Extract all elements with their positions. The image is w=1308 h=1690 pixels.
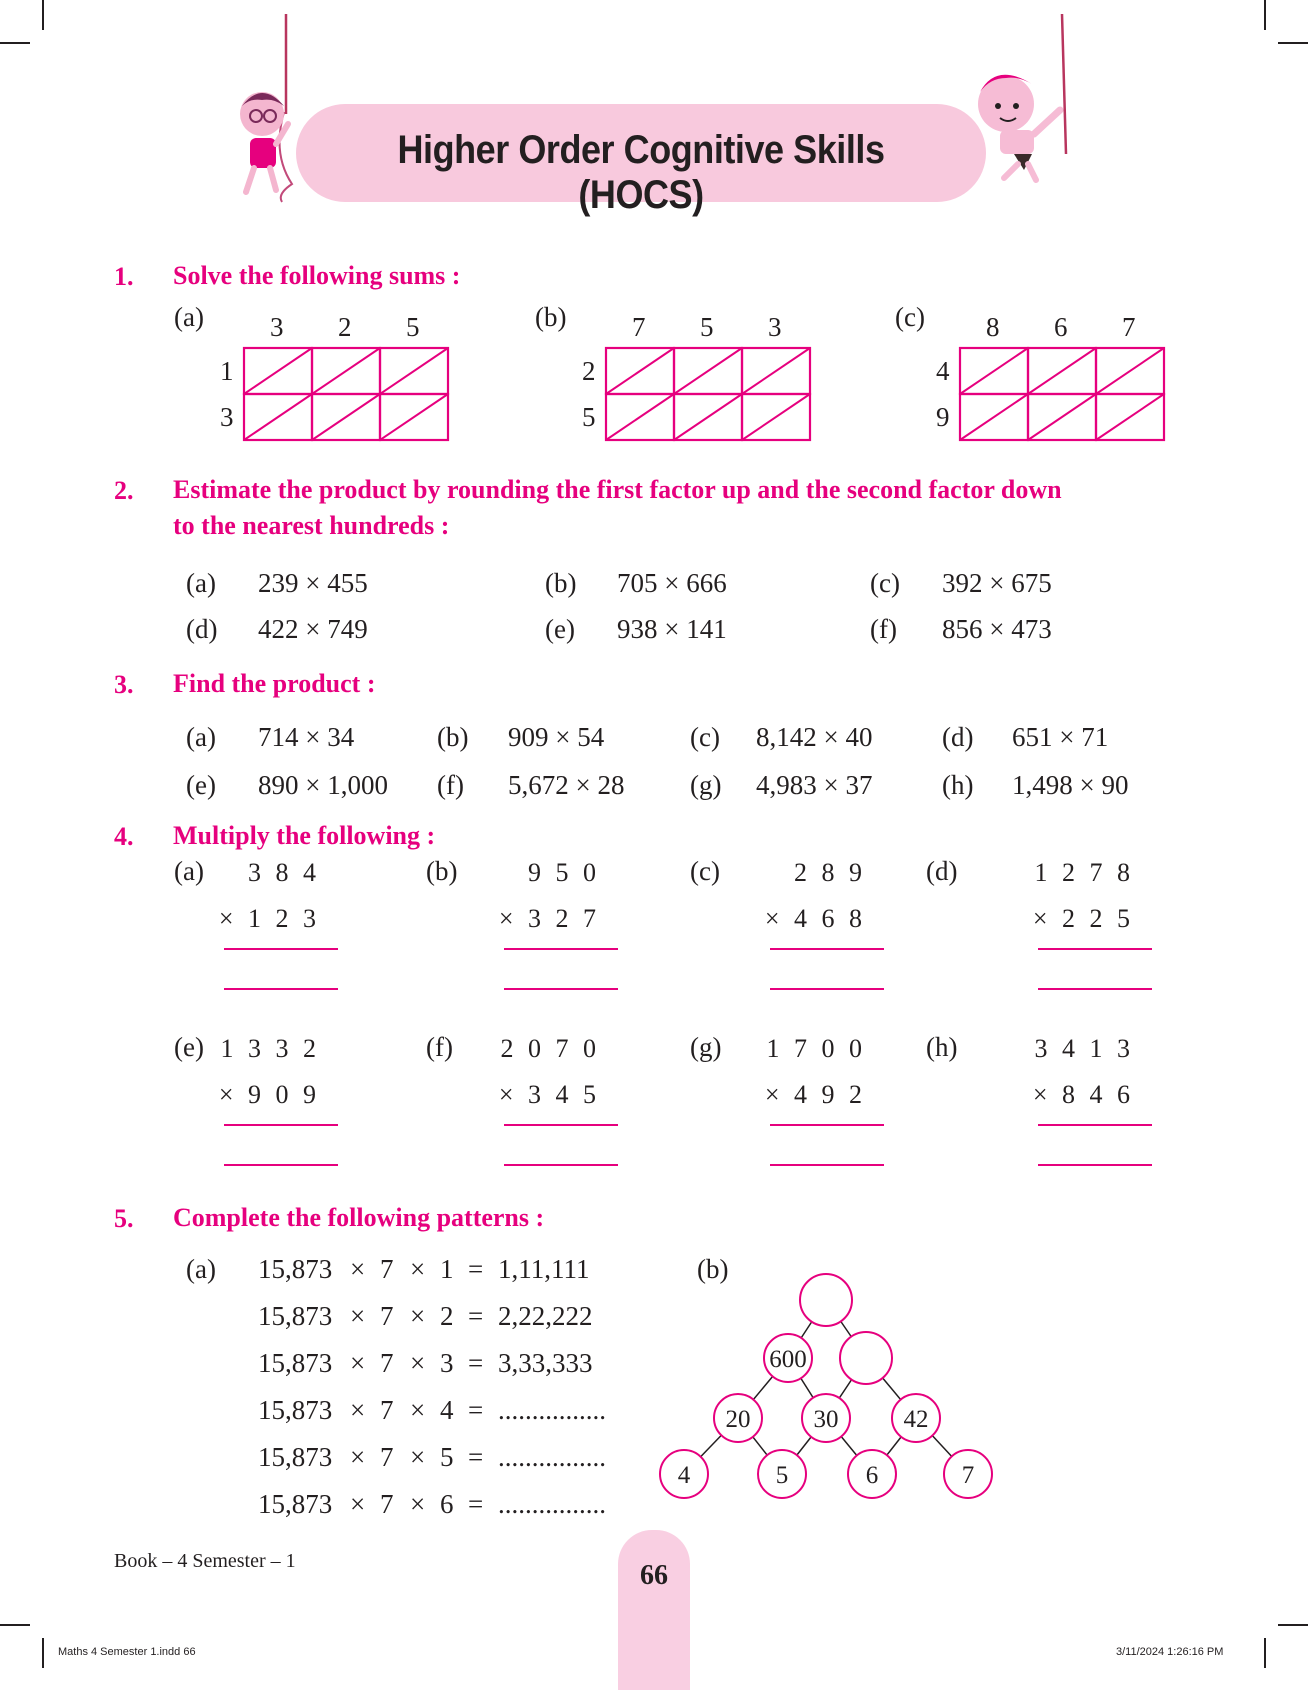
pattern-result: ................ <box>498 1442 606 1472</box>
lattice-diagonal <box>312 348 380 394</box>
question-number-4: 4. <box>114 822 134 851</box>
lattice-side-digit: 4 <box>936 356 950 386</box>
multiplier: × 9 0 9 <box>218 1080 320 1109</box>
times-sign: × <box>350 1301 366 1331</box>
q3-expression: 909 × 54 <box>508 722 605 752</box>
triangle-node <box>800 1274 852 1326</box>
pattern-multiplicand: 15,873 <box>258 1301 333 1331</box>
q2-expression: 392 × 675 <box>942 568 1052 598</box>
answer-line <box>504 1164 618 1166</box>
answer-line <box>224 948 338 950</box>
crop-mark <box>1264 1638 1266 1668</box>
multiplicand: 2 8 9 <box>794 858 866 887</box>
question-4-text: Multiply the following : <box>173 821 436 850</box>
pattern-multiplicand: 15,873 <box>258 1442 333 1472</box>
pattern-multiplicand: 15,873 <box>258 1348 333 1378</box>
crop-mark <box>1278 1624 1308 1626</box>
lattice-top-digit: 8 <box>986 312 1000 342</box>
times-sign: × <box>350 1395 366 1425</box>
question-5-text: Complete the following patterns : <box>173 1203 545 1232</box>
equals-sign: = <box>468 1395 484 1425</box>
lattice-grid <box>958 346 1166 442</box>
crop-mark <box>0 1624 30 1626</box>
pattern-factor: 7 <box>380 1301 394 1331</box>
q3-label: (d) <box>942 722 974 752</box>
lattice-grid <box>242 346 450 442</box>
lattice-diagonal <box>606 394 674 440</box>
lattice-grid <box>604 346 812 442</box>
triangle-node-value: 20 <box>725 1406 751 1433</box>
pattern-multiplicand: 15,873 <box>258 1489 333 1519</box>
file-info: Maths 4 Semester 1.indd 66 <box>58 1646 196 1658</box>
question-3-text: Find the product : <box>173 669 376 698</box>
answer-line <box>224 988 338 990</box>
lattice-diagonal <box>742 394 810 440</box>
times-sign: × <box>410 1489 426 1519</box>
pattern-factor: 7 <box>380 1442 394 1472</box>
q3-label: (b) <box>437 722 469 752</box>
lattice-top-digit: 2 <box>338 312 352 342</box>
pattern-factor: 6 <box>440 1489 454 1519</box>
multiplier: × 3 2 7 <box>498 904 600 933</box>
lattice-top-digit: 7 <box>632 312 646 342</box>
lattice-diagonal <box>606 348 674 394</box>
q4-label: (d) <box>926 856 958 886</box>
triangle-node-value: 7 <box>961 1462 975 1489</box>
answer-line <box>1038 988 1152 990</box>
q3-expression: 651 × 71 <box>1012 722 1109 752</box>
lattice-top-digit: 7 <box>1122 312 1136 342</box>
multiplicand: 3 4 1 3 <box>1034 1034 1134 1063</box>
q4-label: (c) <box>690 856 720 886</box>
pattern-factor: 1 <box>440 1254 454 1284</box>
answer-line <box>1038 948 1152 950</box>
pattern-multiplicand: 15,873 <box>258 1395 333 1425</box>
times-sign: × <box>350 1442 366 1472</box>
pattern-factor: 5 <box>440 1442 454 1472</box>
lattice-diagonal <box>312 394 380 440</box>
lattice-diagonal <box>960 394 1028 440</box>
lattice-diagonal <box>1096 348 1164 394</box>
triangle-node-value: 6 <box>865 1462 879 1489</box>
pattern-result: 2,22,222 <box>498 1301 593 1331</box>
lattice-top-digit: 6 <box>1054 312 1068 342</box>
times-sign: × <box>350 1489 366 1519</box>
answer-line <box>770 948 884 950</box>
crop-mark <box>42 0 44 30</box>
q2-label: (a) <box>186 568 216 598</box>
pattern-result: 1,11,111 <box>498 1254 590 1284</box>
q4-label: (f) <box>426 1032 453 1062</box>
times-sign: × <box>410 1348 426 1378</box>
crop-mark <box>0 42 30 44</box>
q4-label: (h) <box>926 1032 958 1062</box>
q2-expression: 705 × 666 <box>617 568 727 598</box>
pattern-multiplicand: 15,873 <box>258 1254 333 1284</box>
q4-label: (g) <box>690 1032 722 1062</box>
multiplicand: 3 8 4 <box>248 858 320 887</box>
times-sign: × <box>350 1254 366 1284</box>
q3-label: (g) <box>690 770 722 800</box>
lattice-top-digit: 3 <box>768 312 782 342</box>
times-sign: × <box>410 1301 426 1331</box>
q3-expression: 8,142 × 40 <box>756 722 873 752</box>
q3-label: (c) <box>690 722 720 752</box>
multiplicand: 9 5 0 <box>528 858 600 887</box>
pattern-factor: 7 <box>380 1489 394 1519</box>
boy-swinging-illustration <box>974 14 1070 184</box>
crop-mark <box>1264 0 1266 30</box>
times-sign: × <box>410 1395 426 1425</box>
multiplier: × 2 2 5 <box>1032 904 1134 933</box>
question-number-3: 3. <box>114 670 134 699</box>
multiplier: × 1 2 3 <box>218 904 320 933</box>
lattice-diagonal <box>244 394 312 440</box>
q1-label: (c) <box>895 302 925 332</box>
q2-expression: 856 × 473 <box>942 614 1052 644</box>
lattice-top-digit: 5 <box>700 312 714 342</box>
lattice-diagonal <box>1096 394 1164 440</box>
lattice-diagonal <box>674 348 742 394</box>
book-label: Book – 4 Semester – 1 <box>114 1550 296 1572</box>
triangle-node-value: 42 <box>903 1406 929 1433</box>
equals-sign: = <box>468 1348 484 1378</box>
times-sign: × <box>350 1348 366 1378</box>
times-sign: × <box>410 1254 426 1284</box>
equals-sign: = <box>468 1489 484 1519</box>
pattern-result: 3,33,333 <box>498 1348 593 1378</box>
times-sign: × <box>410 1442 426 1472</box>
q3-label: (e) <box>186 770 216 800</box>
pattern-factor: 2 <box>440 1301 454 1331</box>
q3-expression: 714 × 34 <box>258 722 355 752</box>
q2-label: (d) <box>186 614 218 644</box>
answer-line <box>504 988 618 990</box>
lattice-diagonal <box>380 394 448 440</box>
answer-line <box>1038 1164 1152 1166</box>
q3-expression: 5,672 × 28 <box>508 770 625 800</box>
page-title: Higher Order Cognitive Skills (HOCS) <box>397 128 885 217</box>
multiplicand: 2 0 7 0 <box>500 1034 600 1063</box>
q4-label: (a) <box>174 856 204 886</box>
pattern-result: ................ <box>498 1395 606 1425</box>
lattice-side-digit: 9 <box>936 402 950 432</box>
answer-line <box>504 948 618 950</box>
multiplier: × 3 4 5 <box>498 1080 600 1109</box>
lattice-diagonal <box>742 348 810 394</box>
crop-mark <box>42 1638 44 1668</box>
page-number: 66 <box>640 1560 668 1591</box>
lattice-top-digit: 3 <box>270 312 284 342</box>
pattern-factor: 3 <box>440 1348 454 1378</box>
lattice-top-digit: 5 <box>406 312 420 342</box>
lattice-side-digit: 3 <box>220 402 234 432</box>
multiplicand: 1 7 0 0 <box>766 1034 866 1063</box>
question-number-1: 1. <box>114 262 134 291</box>
q5a-label: (a) <box>186 1254 216 1284</box>
multiplier: × 4 9 2 <box>764 1080 866 1109</box>
q3-label: (h) <box>942 770 974 800</box>
question-number-5: 5. <box>114 1204 134 1233</box>
pattern-factor: 7 <box>380 1348 394 1378</box>
question-2-text-line2: to the nearest hundreds : <box>173 511 450 540</box>
lattice-diagonal <box>244 348 312 394</box>
multiplicand: 1 2 7 8 <box>1034 858 1134 887</box>
multiplicand: 1 3 3 2 <box>220 1034 320 1063</box>
answer-line <box>770 988 884 990</box>
answer-line <box>224 1124 338 1126</box>
lattice-side-digit: 1 <box>220 356 234 386</box>
equals-sign: = <box>468 1301 484 1331</box>
pattern-factor: 7 <box>380 1395 394 1425</box>
answer-line <box>770 1164 884 1166</box>
q2-expression: 422 × 749 <box>258 614 368 644</box>
page-number-tab <box>618 1530 690 1690</box>
number-triangle <box>640 1260 1020 1520</box>
equals-sign: = <box>468 1254 484 1284</box>
equals-sign: = <box>468 1442 484 1472</box>
q1-label: (b) <box>535 302 567 332</box>
girl-climbing-illustration <box>232 14 308 204</box>
print-timestamp: 3/11/2024 1:26:16 PM <box>1116 1646 1224 1658</box>
q3-expression: 890 × 1,000 <box>258 770 388 800</box>
question-2-text-line1: Estimate the product by rounding the first factor up and the second factor down <box>173 475 1062 504</box>
q3-label: (a) <box>186 722 216 752</box>
lattice-diagonal <box>674 394 742 440</box>
pattern-factor: 4 <box>440 1395 454 1425</box>
question-1-text: Solve the following sums : <box>173 261 461 290</box>
lattice-side-digit: 5 <box>582 402 596 432</box>
lattice-diagonal <box>960 348 1028 394</box>
q2-label: (f) <box>870 614 897 644</box>
pattern-result: ................ <box>498 1489 606 1519</box>
q2-label: (b) <box>545 568 577 598</box>
triangle-node-value: 4 <box>677 1462 691 1489</box>
q2-expression: 938 × 141 <box>617 614 727 644</box>
triangle-node <box>840 1332 892 1384</box>
q4-label: (b) <box>426 856 458 886</box>
triangle-node-value: 30 <box>813 1406 839 1433</box>
answer-line <box>1038 1124 1152 1126</box>
q2-expression: 239 × 455 <box>258 568 368 598</box>
q4-label: (e) <box>174 1032 204 1062</box>
q2-label: (c) <box>870 568 900 598</box>
triangle-node-value: 600 <box>769 1346 807 1373</box>
answer-line <box>770 1124 884 1126</box>
q1-label: (a) <box>174 302 204 332</box>
answer-line <box>224 1164 338 1166</box>
pattern-factor: 7 <box>380 1254 394 1284</box>
q3-expression: 4,983 × 37 <box>756 770 873 800</box>
lattice-diagonal <box>1028 394 1096 440</box>
lattice-diagonal <box>1028 348 1096 394</box>
multiplier: × 4 6 8 <box>764 904 866 933</box>
q2-label: (e) <box>545 614 575 644</box>
q3-expression: 1,498 × 90 <box>1012 770 1129 800</box>
lattice-diagonal <box>380 348 448 394</box>
lattice-side-digit: 2 <box>582 356 596 386</box>
multiplier: × 8 4 6 <box>1032 1080 1134 1109</box>
question-number-2: 2. <box>114 476 134 505</box>
crop-mark <box>1278 42 1308 44</box>
answer-line <box>504 1124 618 1126</box>
q3-label: (f) <box>437 770 464 800</box>
q5b-label: (b) <box>697 1254 729 1284</box>
triangle-node-value: 5 <box>775 1462 789 1489</box>
